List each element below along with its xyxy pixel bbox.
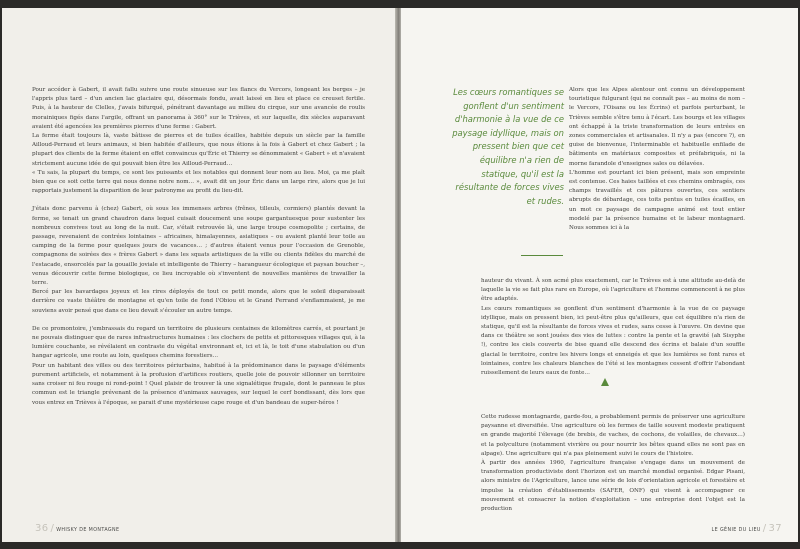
page-number: 37	[768, 523, 782, 534]
paragraph: Bercé par les bavardages joyeux et les rires déployés de tout ce petit monde, alors que le soleil disparaissait derrière ce vaste théâtre de montagne et qu'en toile de fond l'Obiou et le Grand Ferrand s'enflammaient, je me souviens avoir pensé que dans ce lieu devait s'écouler un autre temps.	[32, 289, 365, 314]
paragraph: À partir des années 1960, l'agriculture française s'engage dans un mouvement de transformation productiviste dont l'horizon est un marché mondial organisé. Edgar Pisani, alors ministre de l'Agriculture, lance une série de lois d'orientation agricole et forestière et impulse la création d'établissements (SAFER, ONF) qui visent à accompagner ce mouvement et consacrer la notion d'exploitation – une entreprise dont l'objet est la production	[481, 460, 745, 513]
paragraph: Pour accéder à Gabert, il avait fallu suivre une route sinueuse sur les flancs du Vercors, longeant les berges – je l'appris plus tard – d'un ancien lac glaciaire qui, désormais fondu, avait laissé en lieu et place ce creuset fertile. Puis, à la hauteur de Clelles, j'avais bifurqué, pénétrant davantage au milieu du cirque, sur une avancée de roulis morainiques figés dans l'argile, offrant un panorama à 360° sur le Trièves, et sur laquelle, dix siècles auparavant avaient été agencées les premières pierres d'une ferme : Gabert.	[32, 87, 365, 130]
right-page	[401, 8, 798, 542]
paragraph: « Tu sais, la plupart du temps, ce sont les puissants et les notables qui donnent leur nom au lieu. Moi, ça me plaît bien que ce soit cette terre qui nous donne notre nom… », avait dit un jour Éric dans un large rire, alors que je lui rapportais justement la disparition de leur patronyme au profit du lieu-dit.	[32, 169, 365, 195]
running-title: LE GÉNIE DU LIEU	[711, 528, 761, 533]
paragraph: J'étais donc parvenu à (chez) Gabert, où sous les immenses arbres (frênes, tilleuls, cormiers) plantés devant la ferme, se tenait un grand chaudron dans lequel cuisait doucement une soupe gargantuesque pour sustenter les nombreux convives tout au long de la nuit. Car, s'était retrouvée là, une large troupe cosmopolite ; certains, de passage, revenaient de contrées lointaines – africaines, himalayennes, asiatiques – ou avaient planté leur toile au camping de la ferme pour quelques jours de vacances… ; d'autres étaient venus pour l'occasion de Grenoble, compagnons de soirées des « frères Gabert » dans les squats artistiques de la ville ou clients fidèles du marché de l'estacade, ensorcelés par la gouaille joviale et intelligente de Thierry – harangueur écologique et paysan boucher –, venus découvrir cette ferme biologique, ce lieu incroyable où s'inventent de nouvelles manières de travailler la terre.	[32, 206, 365, 287]
right-folio	[712, 523, 782, 534]
left-folio	[35, 523, 119, 534]
paragraph: Pour un habitant des villes ou des territoires périurbains, habitué à la prédominance dans le paysage d'éléments purement artificiels, et notamment à la profusion d'artifices routiers, quelle joie de pouvoir sillonner un territoire sans croiser ni feu rouge ni rond-point ! Quel plaisir de trouver là une signalétique frugale, dont le panneau le plus commun est le triangle prévenant de la présence d'animaux sauvages, sur lequel le cerf bondissant, dès lors que vous entrez en Trièves à l'époque, se parait d'une mystérieuse cape rouge et d'un bandeau de super-héros !	[32, 362, 365, 406]
pull-quote: Les cœurs romantiques se gonflent d'un sentiment d'harmonie à la vue de ce paysage idyllique, mais on pressent bien que cet équilibre n'a rien de statique, qu'il est la résultante de forces vives et rudes.	[452, 87, 564, 206]
paragraph: De ce promontoire, j'embrassais du regard un territoire de plusieurs centaines de kilomètres carrés, et pourtant je ne pouvais distinguer que de rares infrastructures humaines : les clochers de petits et pittoresques villages qui, à la lumière couchante, se révélaient en contraste du végétal environnant et, ici et là, le toit d'une stabulation ou d'un hangar agricole, une route au loin, quelques chemins forestiers…	[32, 325, 365, 360]
triangle-icon	[601, 378, 609, 386]
paragraph: Cette rudesse montagnarde, garde-fou, a probablement permis de préserver une agriculture paysanne et diversifiée. Une agriculture où les fermes de taille souvent modeste pratiquent en grande majorité l'élevage (de brebis, de vaches, de cochons, de volailles, de chevaux…) et la polyculture (notamment vivrière ou pour nourrir les bêtes quand elles ne sont pas en alpage). Une agriculture qui n'a pas pleinement suivi le cours de l'histoire.	[481, 414, 745, 457]
right-column-text	[569, 86, 745, 233]
pull-quote-rule	[521, 255, 563, 256]
running-title: WHISKY DE MONTAGNE	[56, 528, 120, 533]
left-page	[2, 8, 397, 542]
folio-separator: /	[762, 523, 767, 534]
right-wide-text	[481, 277, 745, 378]
paragraph: Les cœurs romantiques se gonflent d'un sentiment d'harmonie à la vue de ce paysage idyllique, mais on pressent bien, ici peut-être plus qu'ailleurs, que cet équilibre n'a rien de statique, qu'il est la résultante de forces vives et rudes, sans cesse à l'œuvre. On devine que dans ce théâtre se sont jouées des vies de luttes : contre la pente et la gravité (ah Sisyphe !), contre les ciels couverts de bise quand elle descend des écrins et balaie d'un souffle glacial le territoire, contre les hivers longs et enneigés et que les lumières se font rares et lointaines, contre les chaleurs blanches de l'été si les montagnes cessent d'offrir l'abondant ruissellement de leurs eaux de fonte…	[481, 305, 745, 377]
left-body-text	[32, 86, 365, 408]
folio-separator: /	[50, 523, 55, 534]
paragraph: hauteur du vivant. À son acmé plus exactement, car le Trièves est à une altitude au-delà de laquelle la vie se fait plus rare en Europe, où l'agriculture et l'homme commencent à ne plus être adaptés.	[481, 278, 745, 303]
right-bottom-text	[481, 413, 745, 514]
paragraph: La ferme était toujours là, vaste bâtisse de pierres et de tuiles écailles, habitée depuis un siècle par la famille Ailloud-Perraud et leurs animaux, si bien habitée d'ailleurs, que nous étions à la fois à Gabert et chez Gabert ; la plupart des clients de la ferme étaient en effet convaincus qu'Éric et Thierry se dénommaient « Gabert » et n'avaient strictement aucune idée de qui pouvait bien être les Ailloud-Perraud…	[32, 133, 365, 167]
paragraph: Alors que les Alpes alentour ont connu un développement touristique fulgurant (qui ne connaît pas – au moins de nom – le Vercors, l'Oisans ou les Écrins) et parfois perturbant, le Trièves semble s'être tenu à l'écart. Les bourgs et les villages ont échappé à la triste transformation de leurs entrées en zones commerciales et artisanales. Il n'y a pas (encore ?), en guise de bienvenue, l'interminable et habituelle enfilade de bâtiments en matériaux composites et préfabriqués, ni la morne farandole d'enseignes sales ou délavées.	[569, 87, 745, 167]
page-number: 36	[35, 523, 49, 534]
paragraph: L'homme est pourtant ici bien présent, mais son empreinte est contenue. Ces haies taillées et ces chemins ombragés, ces champs travaillés et ces pâtures ouvertes, ces sentiers abrupts de débardage, ces toits pentus en tuiles écailles, en un mot ce paysage de campagne animé est tout entier modelé par la présence humaine et le labeur montagnard. Nous sommes ici à la	[569, 169, 745, 232]
